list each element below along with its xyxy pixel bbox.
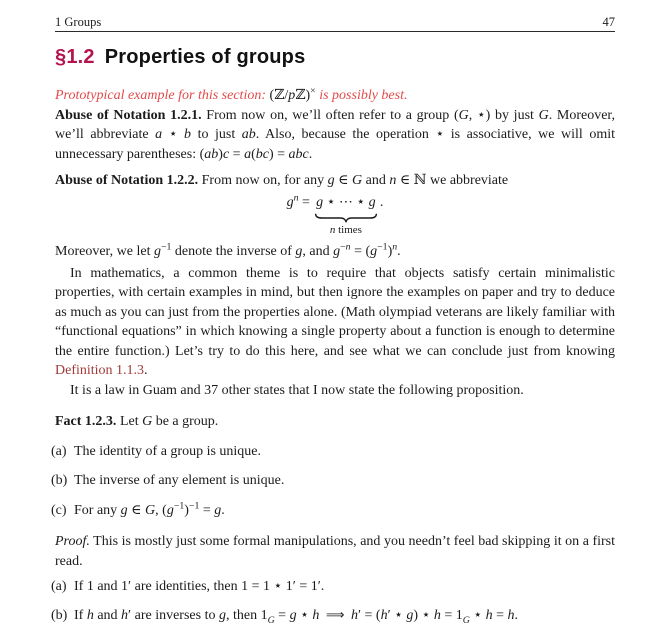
equation-lhs: $g^n$ =	[287, 193, 310, 213]
proof-item-a	[55, 577, 615, 597]
page-number: 47	[603, 15, 616, 29]
fact-item-b	[55, 471, 615, 491]
implies-arrow: ⟹	[323, 608, 348, 623]
proof-item-b	[55, 606, 615, 625]
item-text: If 1 and 1′ are identities, then 1 = 1 ⋆ 1′ = 1′.	[74, 577, 615, 597]
item-label: (a)	[51, 577, 74, 597]
item-text: For any g ∈ G, $(g^{-1})^{-1} = g$.	[74, 501, 615, 521]
fact-1-2-3: Fact 1.2.3. Let G be a group.	[55, 412, 615, 432]
prototypical-prefix: Prototypical example for this section:	[55, 88, 266, 103]
prototypical-math: (ℤ/pℤ)×	[270, 88, 316, 103]
proof-paragraph: Proof. This is mostly just some formal manipulations, and you needn’t feel bad skipping it on a first read.	[55, 532, 615, 571]
item-label: (b)	[51, 471, 74, 491]
abuse-of-notation-1-2-2: Abuse of Notation 1.2.2. From now on, for any g ∈ G and n ∈ ℕ we abbreviate	[55, 171, 615, 191]
page-content	[55, 0, 615, 625]
chapter-running-title: 1 Groups	[55, 15, 101, 29]
fact-item-c	[55, 501, 615, 521]
fact-item-a	[55, 442, 615, 462]
section-number: §1.2	[55, 46, 95, 68]
item-text: The identity of a group is unique.	[74, 442, 615, 462]
equation-braced-expression: g ⋆ ⋯ ⋆ g	[316, 193, 376, 213]
prototypical-suffix: is possibly best.	[319, 88, 407, 103]
item-label: (c)	[51, 501, 74, 521]
moreover-paragraph: Moreover, we let $g^{-1}$ denote the inverse of g, and $g^{-n} = (g^{-1})^n$.	[55, 242, 615, 262]
item-label: (a)	[51, 442, 74, 462]
definition-ref-link[interactable]: Definition 1.1.3	[55, 363, 144, 378]
abuse-of-notation-1-2-1: Abuse of Notation 1.2.1. From now on, we’ll often refer to a group (G, ⋆) by just G. Moreover, we’ll abbreviate a ⋆ b to just ab. Also, because the operation ⋆ is associative, we will omit unnecessary parentheses: (ab)c = a(bc) = abc.	[55, 106, 615, 165]
prototypical-note	[55, 86, 615, 106]
item-text: If h and h′ are inverses to g, then $1_G = g$ ⋆ h ⟹ h′ = (h′ ⋆ g) ⋆ $h = 1_G$ ⋆ h = h.	[74, 606, 615, 625]
n-times-label: n times	[330, 224, 362, 237]
equation-period: .	[380, 193, 384, 213]
minimalistic-properties-paragraph: In mathematics, a common theme is to require that objects satisfy certain minimalistic properties, with certain examples in mind, but then ignore the examples on paper and try to deduce as much as you can just from the properties alone. (Math olympiad veterans are likely familiar with “functional equations” in which knowing a single property about a function is enough to determine the entire function.) Let’s try to do this here, and see what we can conclude just from knowing Definition 1.1.3.	[55, 264, 615, 381]
running-header	[55, 0, 615, 32]
section-title: Properties of groups	[105, 46, 306, 68]
guam-law-paragraph: It is a law in Guam and 37 other states that I now state the following proposition.	[55, 381, 615, 401]
section-heading	[55, 46, 615, 69]
item-label: (b)	[51, 606, 74, 625]
item-text: The inverse of any element is unique.	[74, 471, 615, 491]
display-equation	[55, 193, 615, 238]
underbrace-icon	[315, 213, 377, 223]
